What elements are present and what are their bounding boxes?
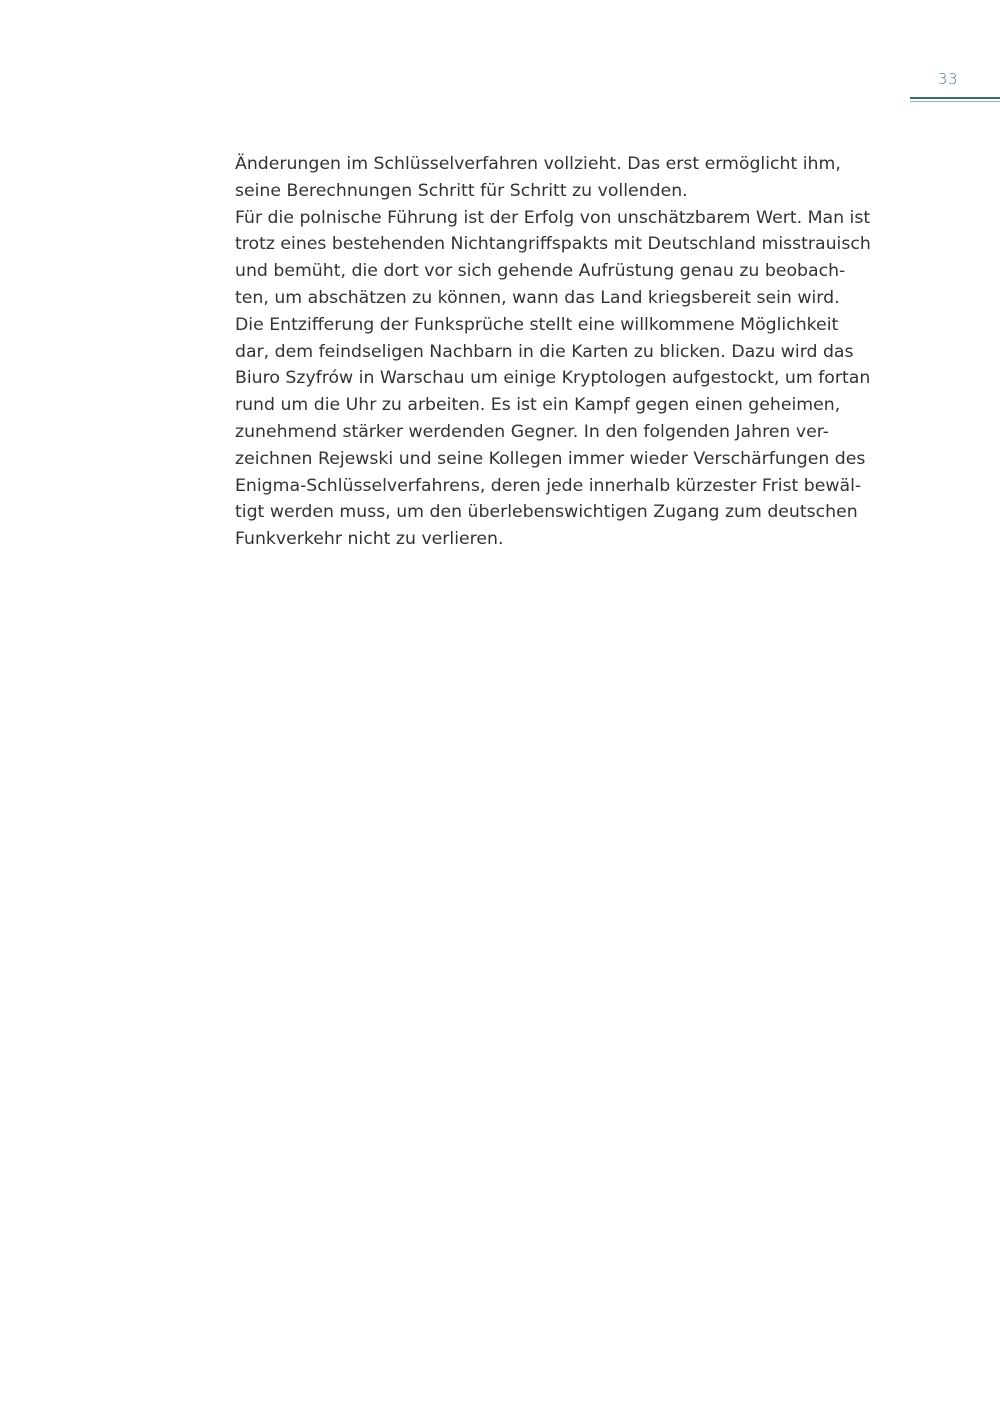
text-line: zeichnen Rejewski und seine Kollegen immer wieder Verschärfungen des: [235, 448, 866, 469]
header-rule: [910, 97, 1000, 99]
text-line: dar, dem feindseligen Nachbarn in die Karten zu blicken. Dazu wird das: [235, 341, 854, 362]
text-line: Die Entzifferung der Funksprüche stellt eine willkommene Möglichkeit: [235, 314, 839, 335]
text-line: rund um die Uhr zu arbeiten. Es ist ein Kampf gegen einen geheimen,: [235, 395, 841, 416]
text-line: tigt werden muss, um den überlebenswichtigen Zugang zum deutschen: [235, 502, 858, 523]
text-line: Enigma-Schlüsselverfahrens, deren jede innerhalb kürzester Frist bewäl-: [235, 475, 862, 496]
page-number: 33: [937, 70, 958, 88]
text-line: trotz eines bestehenden Nichtangriffspakts mit Deutschland misstrauisch: [235, 234, 871, 255]
text-line: Für die polnische Führung ist der Erfolg von unschätzbarem Wert. Man ist: [235, 207, 871, 228]
body-text: [235, 151, 895, 553]
text-line: zunehmend stärker werdenden Gegner. In den folgenden Jahren ver-: [235, 421, 829, 442]
text-line: Funkverkehr nicht zu verlieren.: [235, 529, 504, 550]
header-rule-thin: [910, 101, 1000, 102]
text-line: Biuro Szyfrów in Warschau um einige Kryptologen aufgestockt, um fortan: [235, 368, 871, 389]
text-line: ten, um abschätzen zu können, wann das Land kriegsbereit sein wird.: [235, 287, 840, 308]
text-line: seine Berechnungen Schritt für Schritt zu vollenden.: [235, 180, 688, 201]
text-line: und bemüht, die dort vor sich gehende Aufrüstung genau zu beobach-: [235, 261, 846, 282]
text-line: Änderungen im Schlüsselverfahren vollzieht. Das erst ermöglicht ihm,: [235, 154, 841, 174]
